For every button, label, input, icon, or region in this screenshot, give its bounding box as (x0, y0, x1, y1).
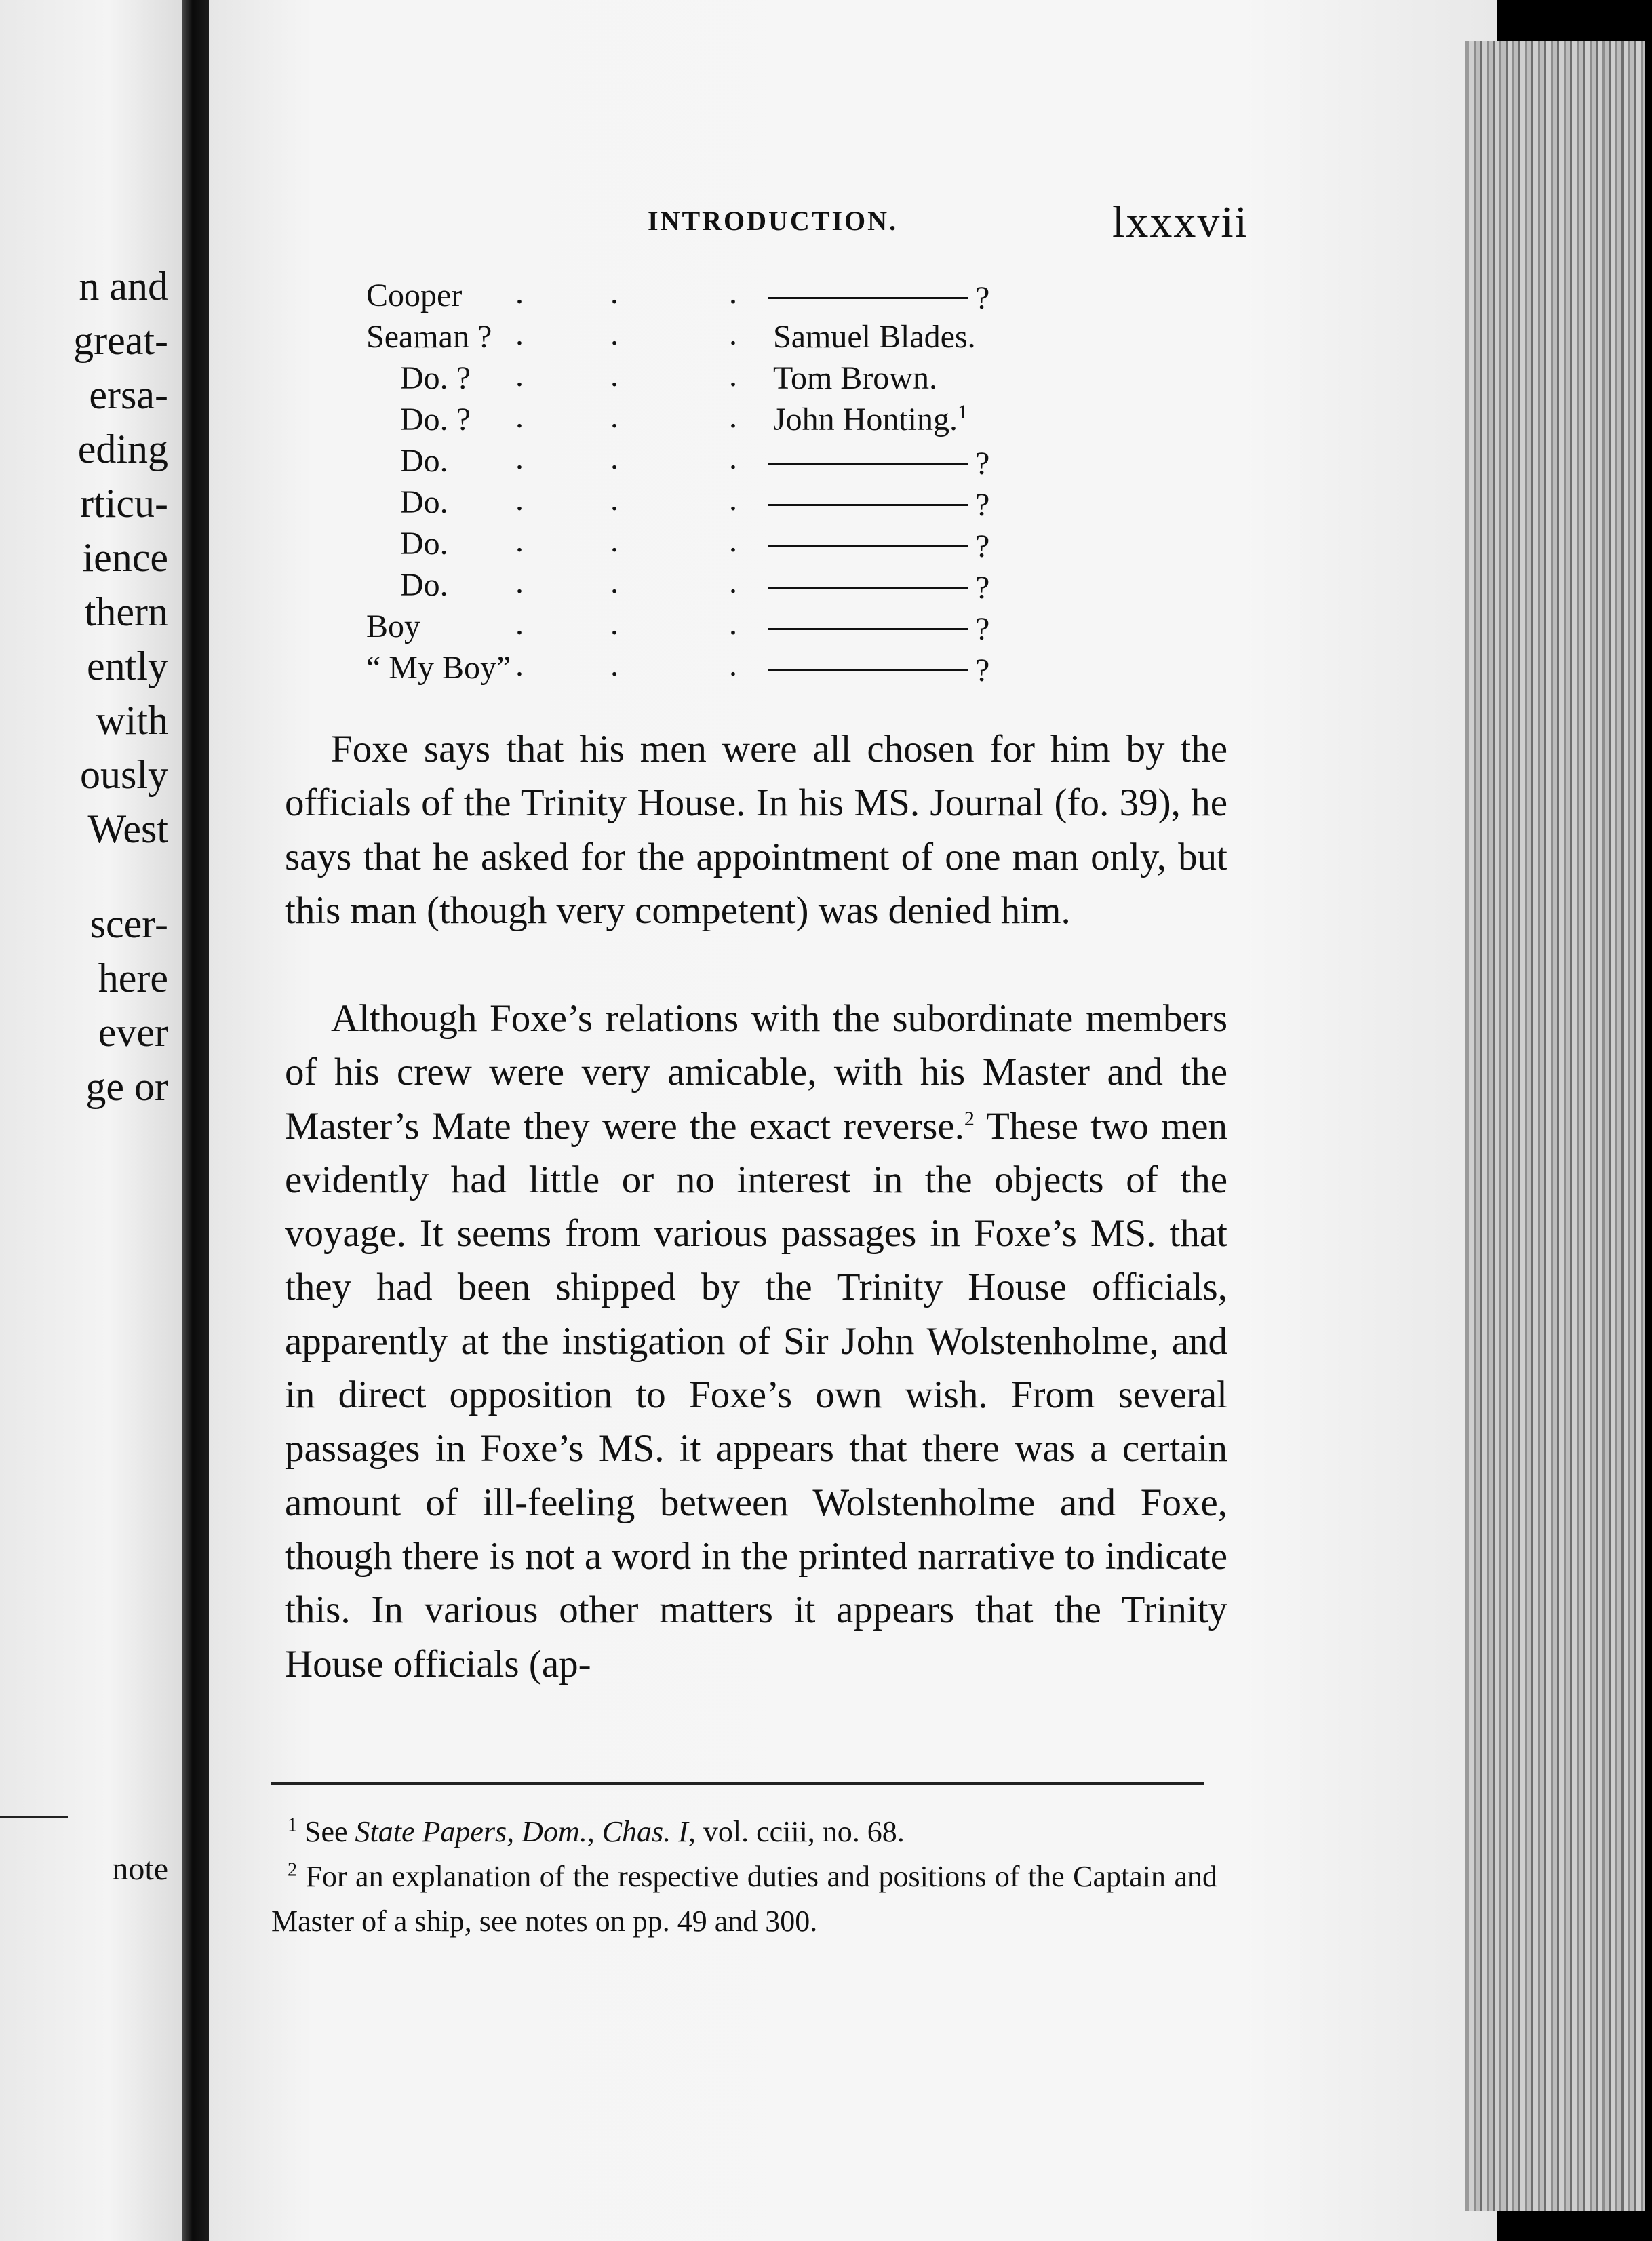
crew-row (366, 649, 1044, 687)
unknown-mark: ? (975, 652, 990, 688)
footnote-text: vol. cciii, no. 68. (695, 1815, 905, 1848)
crew-name-text: Samuel Blades. (773, 319, 976, 355)
footnotes (271, 1810, 1217, 1944)
facing-page-fragment: scer- (90, 901, 168, 946)
leader-dot: . (729, 564, 737, 600)
leader-dot: . (729, 316, 737, 352)
leader-dot: . (515, 275, 524, 311)
facing-page-footnote-rule (0, 1816, 68, 1818)
leader-dot: . (610, 647, 618, 683)
facing-page-fragment: West (87, 806, 168, 851)
footnote-reference: 1 (958, 401, 968, 423)
paragraph-text: Foxe says that his men were all chosen for him by the officials of the Trinity House. In his MS. Journal (fo. 39), he says that he asked for the appointment of one man only, but this man (though very competent) was denied him. (285, 728, 1227, 932)
page-edges (1465, 41, 1645, 2211)
crew-row (366, 359, 1044, 397)
crew-role: Boy (366, 608, 421, 644)
leader-dot: . (610, 316, 618, 352)
footnote-text: See (304, 1815, 355, 1848)
leader-dot: . (610, 606, 618, 642)
facing-page-fragment: ge or (85, 1064, 168, 1109)
crew-name (773, 401, 968, 438)
footnote-number: 2 (288, 1859, 297, 1881)
blank-name-line (768, 587, 968, 589)
facing-page-fragment: rticu- (80, 481, 168, 526)
leader-dot: . (610, 482, 618, 518)
blank-name-line (768, 463, 968, 465)
leader-dot: . (515, 647, 524, 683)
facing-page-fragment: ously (79, 752, 168, 797)
crew-role: Seaman ? (366, 319, 492, 355)
leader-dot: . (515, 440, 524, 476)
facing-page-fragment: ience (82, 535, 168, 580)
blank-name-line (768, 545, 968, 547)
crew-role: “ My Boy” (366, 650, 511, 686)
crew-role: Do. (400, 443, 448, 479)
crew-row (366, 442, 1044, 480)
leader-dot: . (515, 523, 524, 559)
crew-row (366, 525, 1044, 563)
facing-page-fragment: thern (84, 589, 168, 634)
crew-role: Cooper (366, 277, 463, 313)
facing-page-fragment: with (96, 698, 168, 743)
crew-name-text: Tom Brown. (773, 360, 937, 396)
facing-page-fragment: here (98, 956, 168, 1000)
blank-name-line (768, 297, 968, 299)
leader-dot: . (729, 399, 737, 435)
crew-role: Do. (400, 526, 448, 562)
facing-page-fragment: ever (98, 1010, 168, 1055)
book-gutter (182, 0, 209, 2241)
unknown-mark: ? (975, 528, 990, 564)
facing-page-fragment: ersa- (89, 372, 168, 417)
leader-dot: . (729, 275, 737, 311)
leader-dot: . (610, 275, 618, 311)
paragraph-text: These two men evidently had little or no interest in the objects of the voyage. It seems from various passages in Foxe’s MS. that they had been shipped by the Trinity House officials, apparently at the instigation of Sir John Wolstenholme, and in direct opposition to Foxe’s own wish. From several passages in Foxe’s MS. it appears that there was a certain amount of ill-feeling between Wolstenholme and Foxe, though there is not a word in the printed narrative to indicate this. In various other matters it appears that the Trinity House officials (ap- (285, 1104, 1227, 1685)
footnote-reference: 2 (964, 1107, 975, 1130)
crew-row (366, 608, 1044, 646)
crew-row (366, 277, 1044, 315)
facing-page-fragment: ently (87, 644, 168, 688)
crew-name-text: John Honting. (773, 402, 958, 437)
footnote-number: 1 (288, 1814, 297, 1836)
facing-page-fragment: great- (73, 318, 168, 363)
leader-dot: . (515, 606, 524, 642)
crew-row (366, 401, 1044, 439)
footnote-rule (271, 1782, 1204, 1785)
blank-name-line (768, 669, 968, 671)
crew-role: Do. (400, 484, 448, 520)
leader-dot: . (610, 357, 618, 393)
leader-dot: . (729, 523, 737, 559)
footnote (271, 1810, 1217, 1854)
footnote-text: For an explanation of the respective duties and positions of the Captain and Master of a ship, see notes on pp. 49 and 300. (271, 1860, 1217, 1938)
crew-role: Do. ? (400, 360, 471, 396)
leader-dot: . (515, 564, 524, 600)
crew-row (366, 484, 1044, 522)
footnote (271, 1854, 1217, 1944)
crew-name (773, 318, 976, 355)
unknown-mark: ? (975, 280, 990, 316)
unknown-mark: ? (975, 446, 990, 482)
leader-dot: . (729, 440, 737, 476)
paragraph-text: Although Foxe’s relations with the subordinate members of his crew were very amicable, with his Master and the Master’s Mate they were the exact reverse. (285, 997, 1227, 1148)
crew-row (366, 566, 1044, 604)
facing-page-fragment: eding (77, 427, 168, 471)
unknown-mark: ? (975, 487, 990, 523)
facing-page (0, 0, 182, 2241)
page-number: lxxxvii (1112, 197, 1249, 247)
leader-dot: . (729, 357, 737, 393)
crew-role: Do. ? (400, 402, 471, 437)
crew-role: Do. (400, 567, 448, 603)
leader-dot: . (729, 482, 737, 518)
leader-dot: . (729, 647, 737, 683)
facing-page-fragment: n and (79, 264, 168, 309)
paragraph (285, 722, 1227, 937)
crew-name (773, 359, 937, 397)
footnote-citation: State Papers, Dom., Chas. I, (355, 1815, 696, 1848)
leader-dot: . (515, 316, 524, 352)
blank-name-line (768, 628, 968, 630)
leader-dot: . (610, 440, 618, 476)
running-head: INTRODUCTION. (648, 206, 899, 236)
leader-dot: . (515, 399, 524, 435)
unknown-mark: ? (975, 570, 990, 606)
crew-row (366, 318, 1044, 356)
paragraph (285, 992, 1227, 1691)
leader-dot: . (515, 357, 524, 393)
blank-name-line (768, 504, 968, 506)
facing-page-fragment: note (112, 1851, 168, 1887)
leader-dot: . (729, 606, 737, 642)
leader-dot: . (515, 482, 524, 518)
leader-dot: . (610, 523, 618, 559)
unknown-mark: ? (975, 611, 990, 647)
leader-dot: . (610, 399, 618, 435)
leader-dot: . (610, 564, 618, 600)
